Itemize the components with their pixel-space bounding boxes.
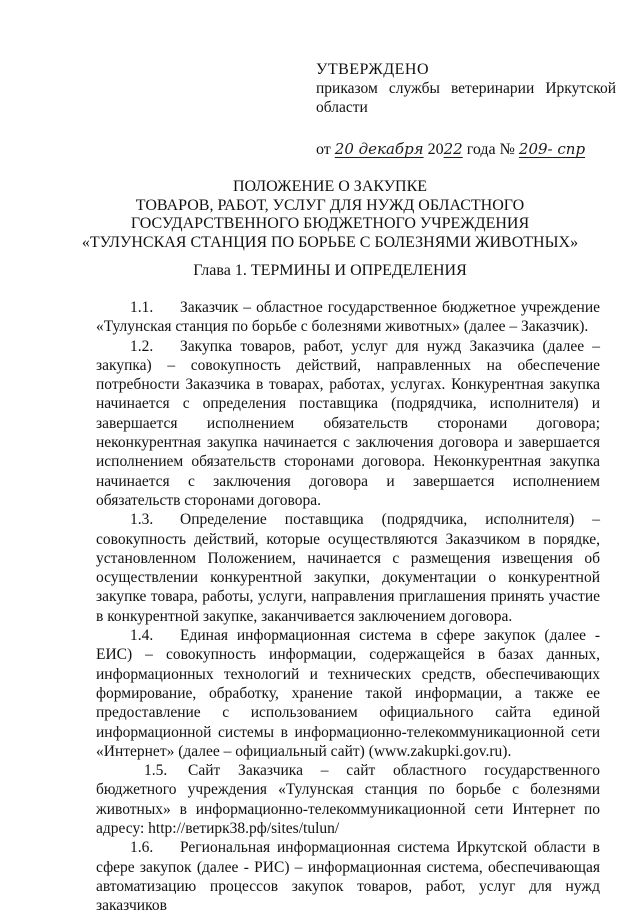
order-year-word: года № — [466, 141, 515, 158]
paragraph-number: 1.3. — [130, 511, 154, 529]
paragraph-number: 1.6. — [130, 839, 154, 857]
paragraph-text: Закупка товаров, работ, услуг для нужд Заказчика (далее – закупка) – совокупность действий, направленных на обеспечение потребности Заказчика в товарах, работах, услугах. Конкурентная закупка начинается с определения поставщика (подрядчика, исполнителя) и завершается исполнением обязательств сторонами договора; неконкурентная закупка начинается с заключения договора и завершается исполнением обязательств сторонами договора. Неконкурентная закупка начинается с заключения договора и завершается исполнением обязательств сторонами договора. — [96, 337, 600, 509]
order-date-handwritten: 20 декабря — [334, 140, 424, 158]
paragraph-text: Сайт Заказчика – сайт областного государственного бюджетного учреждения «Тулунская станция по борьбе с болезнями животных» в информационно-телекоммуникационной сети Интернет по адресу: http://ветирк38.рф/sites/tulun/ — [96, 762, 600, 838]
title-line-2: ТОВАРОВ, РАБОТ, УСЛУГ ДЛЯ НУЖД ОБЛАСТНОГО — [135, 196, 525, 214]
paragraph-number: 1.2. — [130, 337, 154, 355]
order-year-handwritten: 22 — [443, 140, 463, 158]
order-prefix: от — [316, 141, 331, 158]
order-line — [316, 140, 585, 159]
paragraph-number: 1.5. — [144, 762, 168, 780]
title-line-1: ПОЛОЖЕНИЕ О ЗАКУПКЕ — [232, 178, 428, 195]
paragraph-number: 1.4. — [130, 627, 154, 645]
paragraph-text: Определение поставщика (подрядчика, исполнителя) – совокупность действий, которые осуществляются Заказчиком в порядке, установленном Положением, начинается с размещения извещения об осуществлении конкурентной закупки, документации о конкурентной закупке товара, работы, услуги, направления приглашения принять участие в конкурентной закупке, заканчивается заключением договора. — [96, 511, 600, 625]
approval-block — [316, 60, 616, 117]
chapter-heading: Глава 1. ТЕРМИНЫ И ОПРЕДЕЛЕНИЯ — [193, 262, 467, 279]
document-title — [70, 178, 590, 252]
paragraph — [96, 838, 600, 915]
paragraph-text: Единая информационная система в сфере закупок (далее - ЕИС) – совокупность информации, содержащейся в базах данных, информационных технологий и технических средств, обеспечивающих формирование, обработку, хранение такой информации, а также ее предоставление с использованием официального сайта единой информационной системы в информационно-телекоммуникационной сети «Интернет» (далее – официальный сайт) (www.zakupki.gov.ru). — [96, 627, 600, 760]
paragraph-text: Региональная информационная система Иркутской области в сфере закупок (далее - РИС) – информационная система, обеспечивающая автоматизацию процессов закупок товаров, работ, услуг для нужд заказчиков — [96, 839, 600, 915]
approval-line-1: приказом службы ветеринарии Иркутской — [316, 80, 616, 97]
paragraph — [96, 337, 600, 511]
paragraph — [96, 761, 600, 838]
paragraph — [96, 626, 600, 761]
order-year-prefix: 20 — [427, 141, 444, 158]
approval-heading: УТВЕРЖДЕНО — [316, 61, 430, 78]
title-line-4: «ТУЛУНСКАЯ СТАНЦИЯ ПО БОРЬБЕ С БОЛЕЗНЯМИ ЖИВОТНЫХ» — [81, 233, 579, 251]
order-number-handwritten: 209- спр — [518, 140, 586, 158]
paragraph-number: 1.1. — [130, 299, 154, 316]
approval-line-2: области — [316, 99, 368, 116]
paragraph — [96, 298, 600, 337]
paragraph-text: Заказчик – областное государственное бюджетное учреждение «Тулунская станция по борьбе с болезнями животных» (далее – Заказчик). — [96, 299, 600, 336]
document-body — [96, 298, 600, 916]
title-line-3: ГОСУДАРСТВЕННОГО БЮДЖЕТНОГО УЧРЕЖДЕНИЯ — [130, 215, 530, 232]
paragraph — [96, 510, 600, 626]
